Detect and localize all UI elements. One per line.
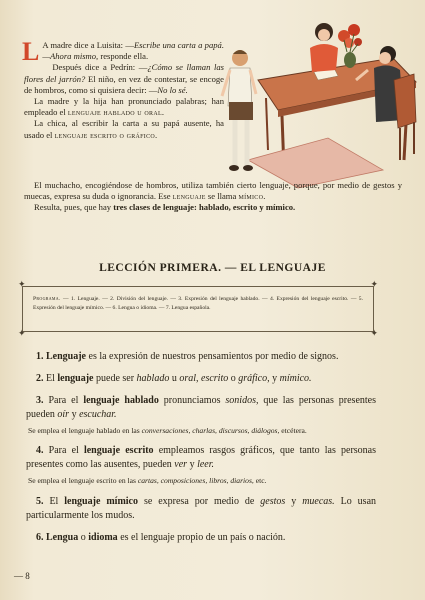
programa-label: Programa. (33, 296, 61, 302)
intro-paragraph-5: El muchacho, encogiéndose de hombros, utiliza también cierto lenguaje, porque, por medio de gestos y muecas, expresa su duda o ignorancia. Ese lenguaje se llama mímico. (24, 180, 402, 202)
lesson-item-1: 1. Lenguaje es la expresión de nuestros pensamientos por medio de signos. (36, 351, 339, 362)
lesson-items (26, 350, 376, 553)
corner-ornament-bottom-right: ✦ (370, 328, 378, 339)
intro-paragraph-2: Después dice a Pedrín: —¿Cómo se llaman las flores del jarrón? El niño, en vez de contestar, se encoge de hombros, como si quisiera decir: —No lo sé. (24, 62, 224, 95)
note-item-4: Se emplea el lenguaje escrito en las cartas, composiciones, libros, diarios, etc. (28, 476, 267, 486)
intro-paragraph-3: La madre y la hija han pronunciado palabras; han empleado el lenguaje hablado u oral. (24, 96, 224, 118)
intro-continuation (24, 180, 402, 214)
note-item-3: Se emplea el lenguaje hablado en las conversaciones, charlas, discursos, diálogos, etcétera. (28, 426, 307, 435)
corner-ornament-bottom-left: ✦ (18, 328, 26, 339)
corner-ornament-top-right: ✦ (370, 279, 378, 289)
lesson-item-5: 5. El lenguaje mímico se expresa por medio de gestos y muecas. Lo usan particularmente los mudos. (26, 495, 377, 521)
drop-cap: L (22, 37, 40, 66)
intro-paragraph-4: La chica, al escribir la carta a su papá ausente, ha usado el lenguaje escrito o gráfico. (24, 118, 224, 140)
page-number: — 8 (14, 571, 30, 581)
family-illustration (218, 10, 418, 190)
intro-paragraph-6: Resulta, pues, que hay tres clases de lenguaje: hablado, escrito y mímico. (34, 202, 296, 213)
lesson-item-3: 3. Para el lenguaje hablado pronunciamos sonidos, que las personas presentes pueden oír y escuchar. (26, 395, 376, 420)
intro-paragraph-1: L A madre dice a Luisita: —Escribe una carta a papá. —Ahora mismo, responde ella. (22, 37, 224, 66)
intro-text (22, 37, 224, 141)
corner-ornament-top-left: ✦ (18, 279, 26, 289)
lesson-item-6: 6. Lengua o idioma es el lenguaje propio de un país o nación. (36, 531, 286, 543)
programa-box (18, 279, 378, 339)
lesson-item-2: 2. El lenguaje puede ser hablado u oral, escrito o gráfico, y mímico. (36, 373, 312, 384)
programa-text: — 1. Lenguaje. — 2. División del lenguaje. — 3. Expresión del lenguaje hablado. — 4. Expresión del lenguaje escrito. — 5. Expresión del lenguaje mímico. — 6. Lengua o idioma. — 7. Lengua española. (33, 296, 363, 311)
lesson-title: LECCIÓN PRIMERA. — EL LENGUAJE (99, 262, 326, 274)
lesson-item-4: 4. Para el lenguaje escrito empleamos rasgos gráficos, que tanto las personas presentes como las ausentes, pueden ver y leer. (26, 445, 376, 471)
